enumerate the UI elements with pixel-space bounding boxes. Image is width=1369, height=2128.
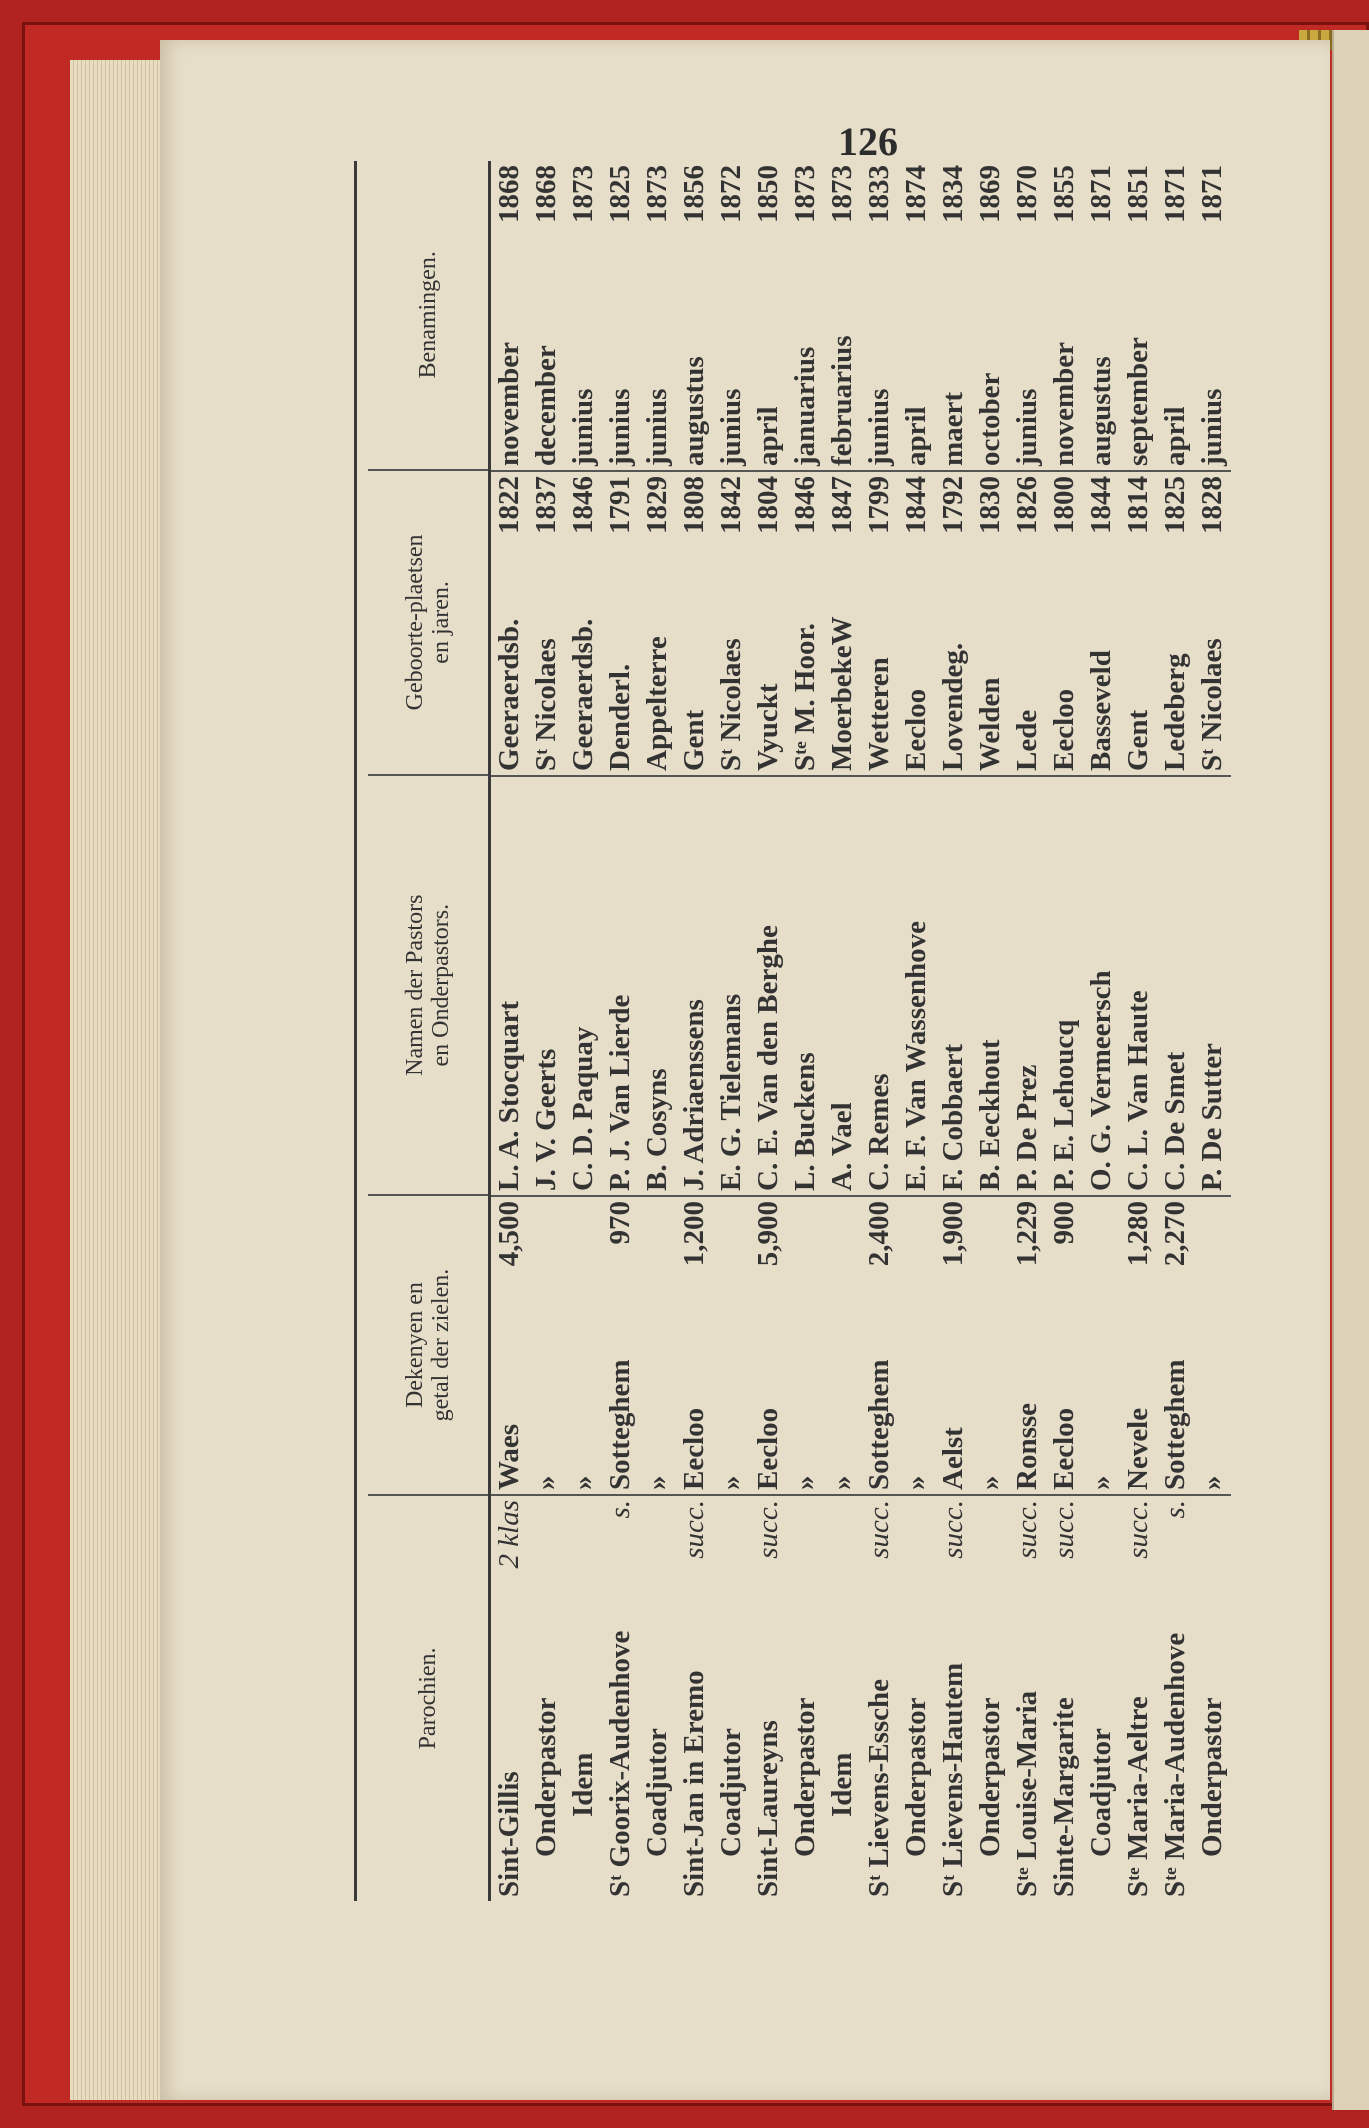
cell-name: [750, 775, 787, 1195]
table-row: [1083, 161, 1120, 1901]
cell-deanery: [639, 1195, 676, 1494]
birthplace: Eecloo: [1048, 688, 1080, 771]
deanery: Sotteghem: [1159, 1359, 1191, 1490]
birth-year: 1842: [715, 476, 747, 534]
appointment-year: 1873: [567, 165, 599, 223]
cell-birth: [750, 470, 787, 775]
priest-name: O. G. Vermeersch: [1085, 970, 1117, 1191]
birthplace: Geeraerdsb.: [567, 618, 599, 771]
souls: 4,500: [493, 1201, 525, 1267]
header-birth: [368, 469, 488, 775]
souls: 1,229: [1011, 1201, 1043, 1267]
cell-name: [528, 775, 565, 1195]
deanery: »: [900, 1475, 932, 1490]
table-row: [898, 161, 935, 1901]
souls: 1,200: [678, 1201, 710, 1267]
table-row: [787, 161, 824, 1901]
cell-deanery: [491, 1195, 528, 1494]
cell-appointment: [565, 161, 602, 470]
appointment-year: 1870: [1011, 165, 1043, 223]
birthplace: Lede: [1011, 709, 1043, 771]
cell-parish: [528, 1494, 565, 1901]
birth-year: 1844: [1085, 476, 1117, 534]
birth-year: 1799: [863, 476, 895, 534]
birthplace: Gent: [1122, 709, 1154, 771]
table-row: [713, 161, 750, 1901]
priest-name: F. Cobbaert: [937, 1043, 969, 1191]
cell-parish: [787, 1494, 824, 1901]
cell-appointment: [935, 161, 972, 470]
table-row: [1009, 161, 1046, 1901]
souls: 2,400: [863, 1201, 895, 1267]
appointment-month: junius: [1011, 388, 1043, 466]
priest-name: B. Eeckhout: [974, 1039, 1006, 1191]
cell-name: [602, 775, 639, 1195]
cell-name: [676, 775, 713, 1195]
cell-parish: [1120, 1494, 1157, 1901]
cell-deanery: [713, 1195, 750, 1494]
parish-name: Sinte-Margarite: [1048, 1697, 1080, 1897]
cell-birth: [861, 470, 898, 775]
priest-name: B. Cosyns: [641, 1068, 673, 1191]
cell-parish: [1194, 1494, 1231, 1901]
parish-suffix: succ.: [678, 1500, 710, 1559]
cell-birth: [1120, 470, 1157, 775]
cell-appointment: [824, 161, 861, 470]
cell-birth: [1046, 470, 1083, 775]
birth-year: 1837: [530, 476, 562, 534]
birthplace: Vyuckt: [752, 683, 784, 771]
cell-deanery: [676, 1195, 713, 1494]
parish-name: Idem: [567, 1752, 599, 1817]
appointment-year: 1869: [974, 165, 1006, 223]
cell-appointment: [898, 161, 935, 470]
cell-name: [1009, 775, 1046, 1195]
birth-year: 1792: [937, 476, 969, 534]
cell-parish: [898, 1494, 935, 1901]
table-row: [1194, 161, 1231, 1901]
cell-name: [898, 775, 935, 1195]
header-deanery-line1: Dekenyen en: [402, 1282, 428, 1409]
cell-appointment: [1120, 161, 1157, 470]
cell-parish: [676, 1494, 713, 1901]
priest-name: P. De Prez: [1011, 1064, 1043, 1191]
birthplace: Wetteren: [863, 657, 895, 771]
birth-year: 1808: [678, 476, 710, 534]
header-deanery-line2: getal der zielen.: [428, 1268, 454, 1422]
appointment-month: april: [1159, 406, 1191, 466]
birth-year: 1826: [1011, 476, 1043, 534]
appointment-month: april: [752, 406, 784, 466]
parish-name: Sint-Laureyns: [752, 1720, 784, 1897]
appointment-year: 1872: [715, 165, 747, 223]
appointment-year: 1855: [1048, 165, 1080, 223]
deanery: Nevele: [1122, 1407, 1154, 1490]
cell-name: [491, 775, 528, 1195]
cell-name: [787, 775, 824, 1195]
souls: 2,270: [1159, 1201, 1191, 1267]
cell-name: [1157, 775, 1194, 1195]
deanery: »: [641, 1475, 673, 1490]
cell-appointment: [1194, 161, 1231, 470]
cell-parish: [1083, 1494, 1120, 1901]
cell-deanery: [1083, 1195, 1120, 1494]
deanery: Sotteghem: [604, 1359, 636, 1490]
birth-year: 1822: [493, 476, 525, 534]
cell-parish: [602, 1494, 639, 1901]
deanery: Ronsse: [1011, 1402, 1043, 1490]
parish-suffix: succ.: [1011, 1500, 1043, 1559]
priest-name: L. Buckens: [789, 1052, 821, 1191]
cell-deanery: [935, 1195, 972, 1494]
birthplace: Sᵗ Nicolaes: [715, 638, 747, 771]
appointment-month: augustus: [678, 356, 710, 466]
cell-name: [639, 775, 676, 1195]
parish-name: Onderpastor: [789, 1697, 821, 1857]
header-birth-line1: Geboorte-plaetsen: [402, 534, 428, 711]
parish-suffix: s.: [604, 1500, 636, 1519]
birthplace: Sᵗ Nicolaes: [530, 638, 562, 771]
table-row: [935, 161, 972, 1901]
deanery: »: [1085, 1475, 1117, 1490]
birthplace: Denderl.: [604, 663, 636, 771]
cell-birth: [898, 470, 935, 775]
cell-appointment: [750, 161, 787, 470]
birthplace: Gent: [678, 709, 710, 771]
birth-year: 1847: [826, 476, 858, 534]
souls: 970: [604, 1201, 636, 1245]
table-row: [1120, 161, 1157, 1901]
top-rule: [354, 161, 357, 1901]
cell-parish: [1046, 1494, 1083, 1901]
cell-appointment: [528, 161, 565, 470]
deanery: »: [567, 1475, 599, 1490]
parish-name: Sᵗ Lievens-Essche: [863, 1678, 895, 1897]
parish-name: Sᵗ Lievens-Hautem: [937, 1662, 969, 1897]
parish-name: Sᵗᵉ Maria-Aeltre: [1122, 1696, 1154, 1897]
souls: 5,900: [752, 1201, 784, 1267]
table-row: [676, 161, 713, 1901]
deanery: »: [826, 1475, 858, 1490]
priest-name: C. L. Van Haute: [1122, 990, 1154, 1191]
deanery: Sotteghem: [863, 1359, 895, 1490]
parish-name: Onderpastor: [900, 1697, 932, 1857]
cell-birth: [824, 470, 861, 775]
cell-appointment: [1157, 161, 1194, 470]
parish-suffix: s.: [1159, 1500, 1191, 1519]
table-row: [861, 161, 898, 1901]
cell-deanery: [750, 1195, 787, 1494]
table-row: [824, 161, 861, 1901]
cell-birth: [602, 470, 639, 775]
parish-suffix: 2 klas: [493, 1500, 525, 1569]
appointment-month: junius: [604, 388, 636, 466]
deanery: Aelst: [937, 1427, 969, 1490]
appointment-year: 1873: [641, 165, 673, 223]
cell-deanery: [824, 1195, 861, 1494]
parish-name: Coadjutor: [641, 1728, 673, 1857]
birthplace: Geeraerdsb.: [493, 618, 525, 771]
parish-suffix: succ.: [863, 1500, 895, 1559]
header-parish-label: Parochien.: [415, 1647, 441, 1750]
table-row: [491, 161, 528, 1901]
priest-name: C. De Smet: [1159, 1051, 1191, 1191]
cell-birth: [565, 470, 602, 775]
cell-appointment: [1083, 161, 1120, 470]
priest-name: J. V. Geerts: [530, 1048, 562, 1191]
deanery: Eecloo: [1048, 1407, 1080, 1490]
table-row: [565, 161, 602, 1901]
parish-suffix: succ.: [1048, 1500, 1080, 1559]
appointment-month: junius: [1196, 388, 1228, 466]
deanery: Waes: [493, 1423, 525, 1490]
cell-deanery: [1120, 1195, 1157, 1494]
cell-birth: [639, 470, 676, 775]
appointment-year: 1873: [789, 165, 821, 223]
cell-birth: [787, 470, 824, 775]
cell-name: [824, 775, 861, 1195]
table-row: [1046, 161, 1083, 1901]
parish-suffix: succ.: [1122, 1500, 1154, 1559]
priest-name: P. E. Lehoucq: [1048, 1019, 1080, 1191]
cell-deanery: [787, 1195, 824, 1494]
birth-year: 1791: [604, 476, 636, 534]
appointment-year: 1871: [1159, 165, 1191, 223]
appointment-month: maert: [937, 391, 969, 466]
deanery: »: [1196, 1475, 1228, 1490]
birth-year: 1828: [1196, 476, 1228, 534]
appointment-month: november: [493, 341, 525, 466]
priest-name: C. E. Van den Berghe: [752, 925, 784, 1191]
header-appointment: [368, 161, 488, 469]
priest-name: A. Vael: [826, 1102, 858, 1191]
appointment-year: 1851: [1122, 165, 1154, 223]
cell-appointment: [1046, 161, 1083, 470]
birth-year: 1846: [567, 476, 599, 534]
appointment-year: 1868: [530, 165, 562, 223]
cell-name: [1046, 775, 1083, 1195]
birth-year: 1829: [641, 476, 673, 534]
appointment-month: november: [1048, 341, 1080, 466]
cell-birth: [1157, 470, 1194, 775]
deanery: »: [715, 1475, 747, 1490]
cell-appointment: [861, 161, 898, 470]
souls: 900: [1048, 1201, 1080, 1245]
cell-parish: [713, 1494, 750, 1901]
cell-appointment: [639, 161, 676, 470]
table-row: [1157, 161, 1194, 1901]
page-number: 126: [838, 119, 898, 164]
cell-parish: [824, 1494, 861, 1901]
priest-name: L. A. Stocquart: [493, 1000, 525, 1191]
cell-birth: [1083, 470, 1120, 775]
cell-deanery: [565, 1195, 602, 1494]
facing-page-edge: [1332, 30, 1369, 2110]
cell-parish: [1157, 1494, 1194, 1901]
birth-year: 1825: [1159, 476, 1191, 534]
cell-appointment: [972, 161, 1009, 470]
cell-parish: [935, 1494, 972, 1901]
cell-birth: [713, 470, 750, 775]
birth-year: 1814: [1122, 476, 1154, 534]
cell-birth: [935, 470, 972, 775]
appointment-month: januarius: [789, 346, 821, 466]
header-deanery: [368, 1194, 488, 1494]
parish-name: Coadjutor: [715, 1728, 747, 1857]
cell-deanery: [528, 1195, 565, 1494]
cell-name: [972, 775, 1009, 1195]
appointment-year: 1874: [900, 165, 932, 223]
parish-name: Sᵗᵉ Maria-Audenhove: [1159, 1632, 1191, 1897]
table-body: [491, 161, 1231, 1901]
appointment-month: september: [1122, 337, 1154, 466]
appointment-year: 1825: [604, 165, 636, 223]
souls: 1,900: [937, 1201, 969, 1267]
header-names: [368, 774, 488, 1194]
birth-year: 1830: [974, 476, 1006, 534]
appointment-month: februarius: [826, 335, 858, 466]
parish-table: [368, 161, 1328, 1901]
appointment-month: junius: [641, 388, 673, 466]
cell-deanery: [972, 1195, 1009, 1494]
cell-appointment: [676, 161, 713, 470]
table-row: [750, 161, 787, 1901]
appointment-month: junius: [715, 388, 747, 466]
deanery: »: [530, 1475, 562, 1490]
cell-parish: [861, 1494, 898, 1901]
cell-name: [1120, 775, 1157, 1195]
appointment-month: october: [974, 372, 1006, 466]
cell-name: [935, 775, 972, 1195]
appointment-year: 1856: [678, 165, 710, 223]
priest-name: E. F. Van Wassenhove: [900, 921, 932, 1191]
cell-deanery: [1046, 1195, 1083, 1494]
header-names-line2: en Onderpastors.: [428, 903, 454, 1067]
appointment-month: junius: [567, 388, 599, 466]
appointment-month: junius: [863, 388, 895, 466]
priest-name: P. De Sutter: [1196, 1043, 1228, 1191]
cell-parish: [565, 1494, 602, 1901]
parish-name: Idem: [826, 1752, 858, 1817]
cell-appointment: [602, 161, 639, 470]
cell-deanery: [602, 1195, 639, 1494]
header-names-line1: Namen der Pastors: [402, 894, 428, 1076]
cell-appointment: [1009, 161, 1046, 470]
header-parish: [368, 1494, 488, 1901]
parish-name: Sᵗ Goorix-Audenhove: [604, 1630, 636, 1897]
birthplace: MoerbekeW: [826, 616, 858, 771]
birthplace: Sᵗᵉ M. Hoor.: [789, 623, 821, 771]
cell-appointment: [491, 161, 528, 470]
cell-name: [713, 775, 750, 1195]
cell-name: [1083, 775, 1120, 1195]
deanery: Eecloo: [678, 1407, 710, 1490]
cell-birth: [1009, 470, 1046, 775]
cell-deanery: [898, 1195, 935, 1494]
appointment-month: april: [900, 406, 932, 466]
priest-name: C. Remes: [863, 1073, 895, 1191]
cell-name: [861, 775, 898, 1195]
parish-suffix: succ.: [937, 1500, 969, 1559]
cell-appointment: [787, 161, 824, 470]
appointment-year: 1868: [493, 165, 525, 223]
deanery: Eecloo: [752, 1407, 784, 1490]
parish-name: Onderpastor: [1196, 1697, 1228, 1857]
header-appointment-label: Benamingen.: [415, 251, 441, 379]
deanery: »: [974, 1475, 1006, 1490]
birthplace: Ledeberg: [1159, 653, 1191, 771]
appointment-month: december: [530, 345, 562, 466]
cell-deanery: [1009, 1195, 1046, 1494]
cell-parish: [639, 1494, 676, 1901]
appointment-year: 1850: [752, 165, 784, 223]
priest-name: C. D. Paquay: [567, 1026, 599, 1191]
parish-name: Coadjutor: [1085, 1728, 1117, 1857]
priest-name: E. G. Tielemans: [715, 993, 747, 1191]
birthplace: Sᵗ Nicolaes: [1196, 638, 1228, 771]
priest-name: J. Adriaenssens: [678, 999, 710, 1191]
header-birth-line2: en jaren.: [428, 581, 454, 664]
appointment-year: 1871: [1085, 165, 1117, 223]
souls: 1,280: [1122, 1201, 1154, 1267]
cell-deanery: [1194, 1195, 1231, 1494]
birthplace: Appelterre: [641, 636, 673, 771]
appointment-year: 1871: [1196, 165, 1228, 223]
birth-year: 1800: [1048, 476, 1080, 534]
birthplace: Eecloo: [900, 688, 932, 771]
cell-name: [1194, 775, 1231, 1195]
table-row: [602, 161, 639, 1901]
appointment-year: 1833: [863, 165, 895, 223]
deanery: »: [789, 1475, 821, 1490]
cell-birth: [972, 470, 1009, 775]
table-header: [368, 161, 491, 1901]
priest-name: P. J. Van Lierde: [604, 994, 636, 1191]
birthplace: Lovendeg.: [937, 642, 969, 771]
parish-name: Onderpastor: [530, 1697, 562, 1857]
birth-year: 1846: [789, 476, 821, 534]
birth-year: 1804: [752, 476, 784, 534]
cell-name: [565, 775, 602, 1195]
table-row: [639, 161, 676, 1901]
table-row: [528, 161, 565, 1901]
cell-deanery: [1157, 1195, 1194, 1494]
appointment-year: 1834: [937, 165, 969, 223]
birthplace: Welden: [974, 677, 1006, 771]
parish-name: Sint-Jan in Eremo: [678, 1670, 710, 1897]
parish-name: Sint-Gillis: [493, 1771, 525, 1897]
cell-parish: [972, 1494, 1009, 1901]
birthplace: Basseveld: [1085, 650, 1117, 771]
cell-parish: [1009, 1494, 1046, 1901]
cell-parish: [750, 1494, 787, 1901]
parish-suffix: succ.: [752, 1500, 784, 1559]
cell-birth: [491, 470, 528, 775]
appointment-year: 1873: [826, 165, 858, 223]
appointment-month: augustus: [1085, 356, 1117, 466]
cell-parish: [491, 1494, 528, 1901]
table-row: [972, 161, 1009, 1901]
birth-year: 1844: [900, 476, 932, 534]
cell-deanery: [861, 1195, 898, 1494]
cell-birth: [676, 470, 713, 775]
parish-name: Onderpastor: [974, 1697, 1006, 1857]
parish-name: Sᵗᵉ Louise-Maria: [1011, 1690, 1043, 1897]
cell-birth: [528, 470, 565, 775]
cell-appointment: [713, 161, 750, 470]
cell-birth: [1194, 470, 1231, 775]
